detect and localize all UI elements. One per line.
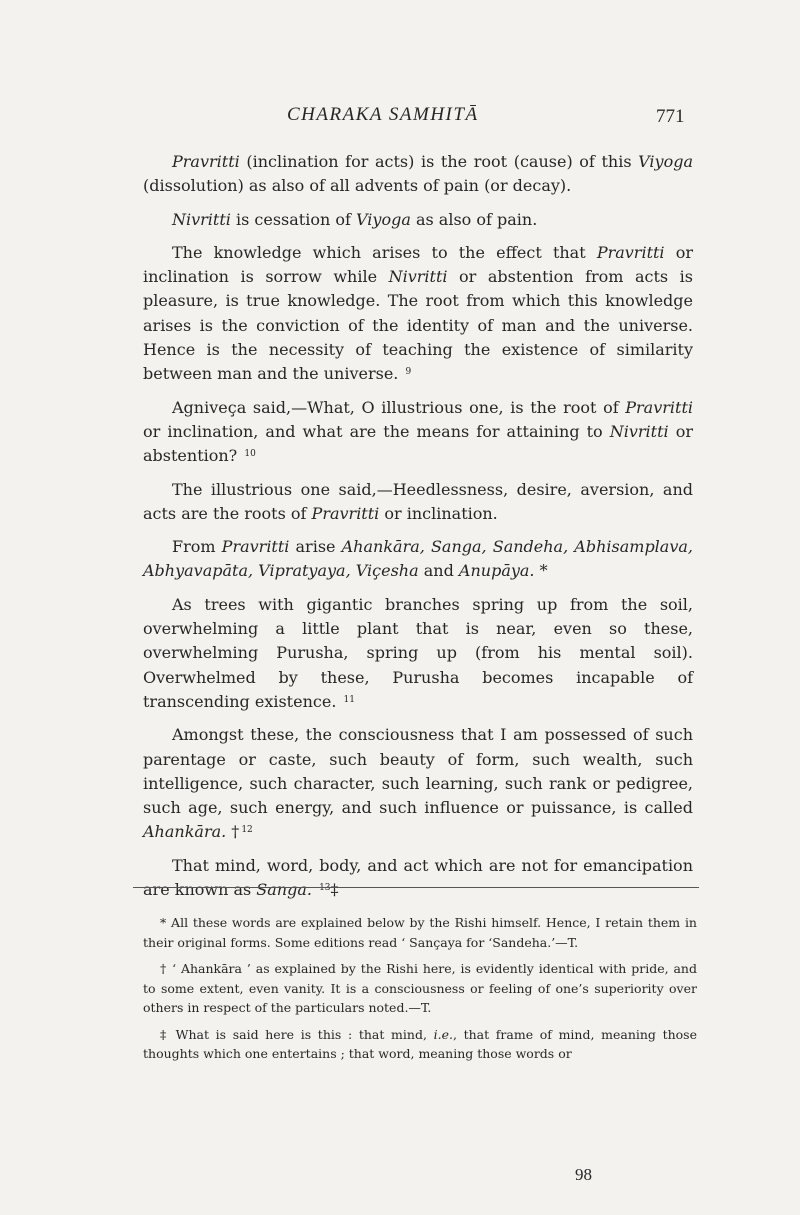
- text-run: From: [172, 537, 222, 557]
- italic-term: Nivritti: [172, 209, 231, 229]
- footnote: [143, 959, 697, 1018]
- footnote: [143, 913, 697, 952]
- text-run: ‡ What is said here is this : that mind,: [160, 1026, 434, 1042]
- italic-term: Viyoga: [638, 152, 693, 171]
- text-run: Amongst these, the consciousness that I am possessed of such parentage or caste, such beauty of form, such wealth, such intelligence, such character, such learning, such rank or pedigree, such age, such energy, and such influence or puissance, is called: [143, 725, 693, 818]
- italic-term: Ahankāra, Sanga, Sandeha, Abhisamplava, Abhyavapāta, Vipratyaya, Viçesha: [143, 537, 693, 581]
- text-run: or abstention from acts is pleasure, is true knowledge. The root from which this knowledge arises is the conviction of the identity of man and the universe. Hence is the necessity of teaching the existence of similarity between man and the universe.: [143, 267, 694, 384]
- paragraph: [143, 593, 693, 714]
- verse-number: 10: [244, 449, 256, 460]
- text-run: or inclination, and what are the means for attaining to: [143, 421, 610, 441]
- italic-term: Pravritti: [625, 397, 693, 417]
- paragraph: [143, 723, 693, 844]
- text-run: , that frame of mind, meaning those thoughts which one entertains ; that word, meaning those words or: [143, 1026, 697, 1061]
- text-run: or abstention?: [143, 421, 693, 466]
- italic-term: Pravritti: [311, 503, 380, 523]
- text-run: ‡: [330, 880, 339, 900]
- verse-number: 12: [241, 825, 253, 836]
- text-run: *: [534, 561, 548, 581]
- signature-mark: 98: [575, 1165, 592, 1184]
- page-number: 771: [656, 106, 685, 127]
- text-run: or inclination.: [379, 503, 498, 523]
- italic-term: i.e.: [433, 1026, 453, 1042]
- paragraph: [143, 478, 693, 527]
- verse-number: 9: [405, 367, 412, 378]
- body-text: [143, 150, 693, 911]
- page-header: [0, 104, 800, 134]
- text-run: †: [226, 822, 240, 842]
- running-title: CHARAKA SAMHITĀ: [287, 104, 479, 125]
- italic-term: Viyoga: [356, 209, 411, 229]
- text-run: and: [418, 561, 459, 581]
- italic-term: Pravritti: [221, 537, 290, 557]
- text-run: † ‘ Ahankāra ’ as explained by the Rishi here, is evidently identical with pride, and to some extent, even vanity. It is a consciousness or feeling of one’s superiority over others in respect of the particulars noted.—T.: [143, 961, 697, 1015]
- paragraph: [143, 854, 693, 903]
- verse-number: 11: [343, 694, 355, 705]
- italic-term: Pravritti: [172, 152, 240, 171]
- text-run: is cessation of: [230, 209, 357, 229]
- paragraph: [143, 208, 693, 232]
- paragraph: [143, 535, 693, 584]
- footnotes: [143, 913, 697, 1071]
- text-run: (inclination for acts) is the root (cause) of this: [239, 152, 639, 171]
- italic-term: Ahankāra.: [143, 822, 227, 842]
- text-run: as also of pain.: [410, 209, 538, 229]
- text-run: (dissolution) as also of all advents of pain (or decay).: [143, 176, 572, 196]
- verse-number: 13: [319, 883, 331, 894]
- text-run: As trees with gigantic branches spring up from the soil, overwhelming a little plant that is near, even so these, overwhelming Purusha, spring up (from his mental soil). Overwhelmed by these, Purusha becomes incapable of transcending existence.: [143, 594, 693, 711]
- paragraph: [143, 241, 693, 387]
- italic-term: Anupāya.: [458, 561, 535, 581]
- italic-term: Nivritti: [388, 267, 448, 287]
- italic-term: Sanga.: [256, 880, 312, 900]
- italic-term: Nivritti: [609, 421, 669, 441]
- paragraph: [143, 396, 693, 469]
- paragraph: [143, 150, 693, 199]
- footnote-divider: [133, 887, 699, 888]
- text-run: * All these words are explained below by the Rishi himself. Hence, I retain them in their original forms. Some editions read ‘ Sançaya for ‘Sandeha.’—T.: [143, 915, 697, 950]
- text-run: arise: [289, 537, 342, 557]
- italic-term: Pravritti: [596, 242, 665, 262]
- text-run: That mind, word, body, and act which are not for emancipation are known as: [143, 855, 693, 900]
- text-run: or inclination is sorrow while: [143, 242, 693, 287]
- footnote: [143, 1025, 697, 1064]
- text-run: The illustrious one said,—Heedlessness, desire, aversion, and acts are the roots of: [143, 479, 693, 523]
- text-run: [312, 880, 317, 899]
- text-run: Agniveça said,—What, O illustrious one, is the root of: [172, 397, 626, 417]
- text-run: The knowledge which arises to the effect that: [172, 242, 597, 262]
